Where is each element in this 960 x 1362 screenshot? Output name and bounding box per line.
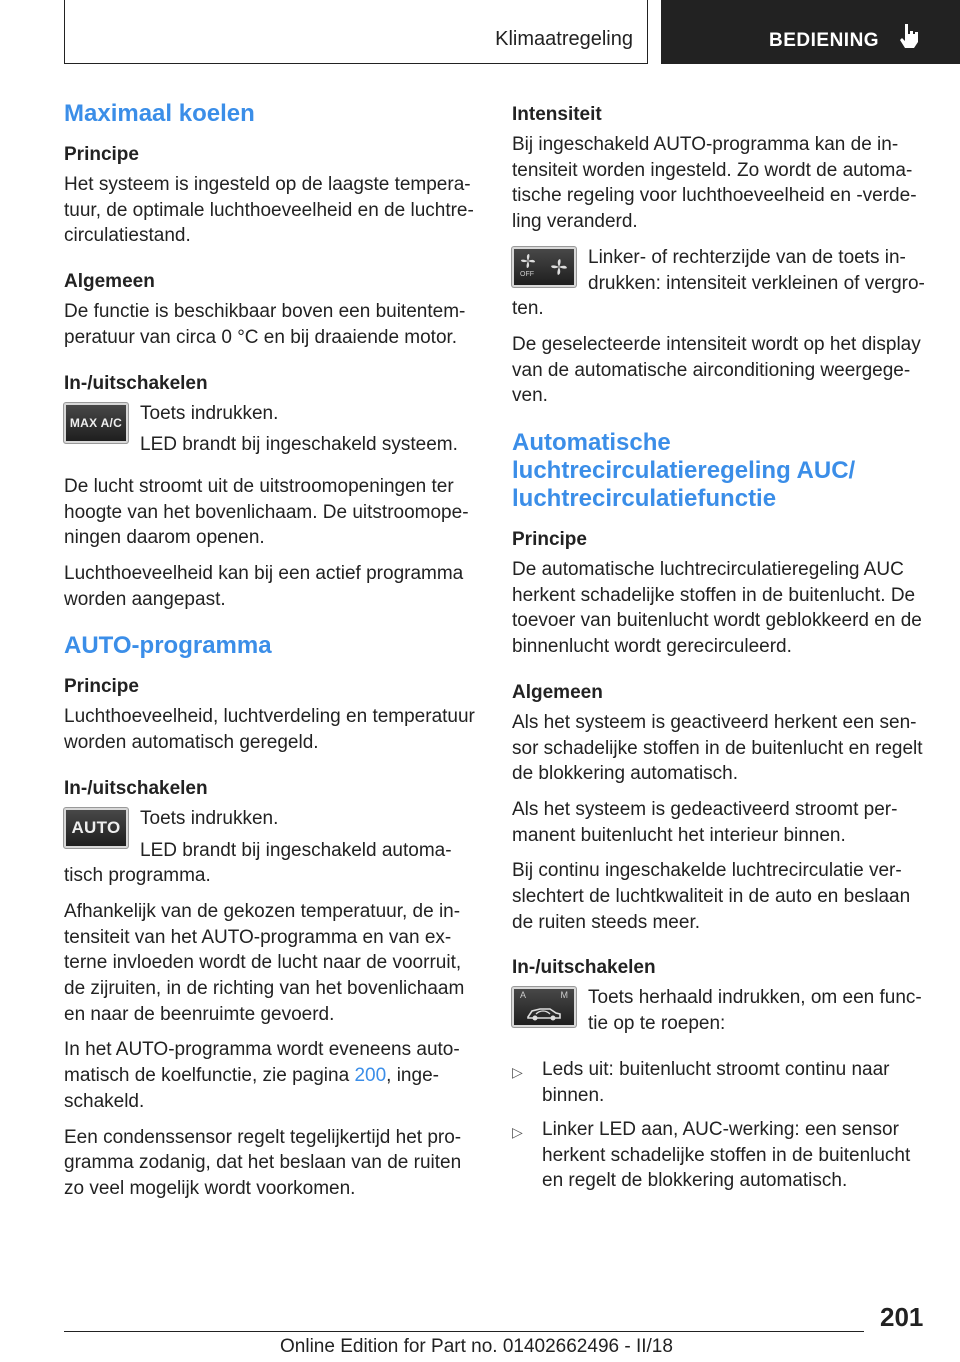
paragraph: Linker- of rechterzijde van de toets in-drukken: intensiteit verkleinen of vergro-ten. <box>512 246 925 320</box>
key-instruction <box>512 245 928 322</box>
chapter-title: Klimaatregeling <box>495 28 633 50</box>
subheading-in-uitschakelen: In-/uitschakelen <box>64 777 208 799</box>
subheading-principe: Principe <box>64 676 139 698</box>
paragraph: LED brandt bij ingeschakeld systeem. <box>140 434 458 456</box>
subheading-in-uitschakelen: In-/uitschakelen <box>64 372 208 394</box>
list-item: ▷ Leds uit: buitenlucht stroomt continu naar binnen. <box>512 1059 890 1107</box>
left-column <box>64 100 484 1212</box>
header-title-box <box>64 0 648 64</box>
paragraph: De functie is beschikbaar boven een buitentem-peratuur van circa 0 °C en bij draaiende motor. <box>64 301 466 348</box>
paragraph: Als het systeem is geactiveerd herkent een sen-sor schadelijke stoffen in de buitenlucht en regelt de blokkering automatisch. <box>512 711 923 785</box>
subheading-in-uitschakelen: In-/uitschakelen <box>512 957 656 979</box>
paragraph: De geselecteerde intensiteit wordt op het display van de automatische airconditioning weergege-ven. <box>512 333 921 407</box>
triangle-bullet-icon: ▷ <box>512 1064 523 1081</box>
fan-icon <box>550 258 568 276</box>
paragraph: De automatische luchtrecirculatieregeling AUC herkent schadelijke stoffen in de buitenlucht. De toevoer van buitenlucht wordt geblokkeerd en de binnenlucht wordt gerecirculeerd. <box>512 559 922 658</box>
page-reference-link[interactable]: 200 <box>354 1065 387 1087</box>
paragraph: Luchthoeveelheid kan bij een actief programma worden aangepast. <box>64 563 464 610</box>
section-heading-maximaal-koelen: Maximaal koelen <box>64 100 255 127</box>
paragraph: Toets herhaald indrukken, om een func-tie op te roepen: <box>588 987 922 1035</box>
paragraph: In het AUTO-programma wordt eveneens auto-matisch de koelfunctie, zie pagina 200, inge-schakeld. <box>64 1039 460 1112</box>
paragraph: LED brandt bij ingeschakeld automa-tisch programma. <box>64 839 452 887</box>
subheading-principe: Principe <box>64 144 139 165</box>
right-column <box>512 102 928 1202</box>
option-list <box>512 1057 928 1194</box>
paragraph: Luchthoeveelheid, luchtverdeling en temperatuur worden automatisch geregeld. <box>64 706 475 754</box>
list-item: ▷ Linker LED aan, AUC-werking: een sensor herkent schadelijke stoffen in de buitenlucht en regelt de blokkering automatisch. <box>512 1118 911 1192</box>
footer-divider <box>64 1331 864 1332</box>
paragraph: Het systeem is ingesteld op de laagste tempera-tuur, de optimale luchthoeveelheid en de luchtre-circulatiestand. <box>64 174 474 247</box>
key-instruction <box>64 806 484 889</box>
key-instruction <box>64 401 484 464</box>
section-heading-auc: Automatische luchtrecirculatieregeling AUC/ luchtrecirculatiefunctie <box>512 429 856 513</box>
fan-intensity-button-image: OFF <box>512 247 576 287</box>
paragraph: Als het systeem is gedeactiveerd stroomt per-manent buitenlucht het interieur binnen. <box>512 798 898 846</box>
triangle-bullet-icon: ▷ <box>512 1123 523 1140</box>
car-recirculation-icon <box>524 1001 564 1023</box>
section-heading-auto-programma: AUTO-programma <box>64 632 272 660</box>
header-section-box <box>661 0 960 64</box>
pointing-hand-icon <box>897 22 921 50</box>
subheading-principe: Principe <box>512 529 587 551</box>
paragraph: De lucht stroomt uit de uitstroomopeningen ter hoogte van het bovenlichaam. De uitstroomope-ningen daarom openen. <box>64 475 469 549</box>
paragraph: Bij ingeschakeld AUTO-programma kan de in-tensiteit worden ingesteld. Zo wordt de automa-tische regeling voor luchthoeveelheid en -verde-ling veranderd. <box>512 134 917 233</box>
max-ac-button-image: MAX A/C <box>64 403 128 443</box>
page-number: 201 <box>880 1302 924 1332</box>
paragraph: Afhankelijk van de gekozen temperatuur, de in-tensiteit van het AUTO-programma en van ex-terne invloeden wordt de lucht naar de voorruit, de zijruiten, in de richting van het bovenlichaam en naar de beenruimte gevoerd. <box>64 900 465 1025</box>
auto-button-image: AUTO <box>64 808 128 848</box>
paragraph: Toets indrukken. <box>140 402 279 424</box>
edition-note: Online Edition for Part no. 01402662496 - II/18 <box>280 1336 673 1357</box>
key-instruction <box>512 985 928 1045</box>
recirculation-button-image: A M <box>512 987 576 1027</box>
paragraph: Bij continu ingeschakelde luchtrecirculatie ver-slechtert de luchtkwaliteit in de auto en beslaan de ruiten steeds meer. <box>512 860 911 933</box>
paragraph: Toets indrukken. <box>140 807 279 829</box>
subheading-intensiteit: Intensiteit <box>512 104 602 125</box>
paragraph: Een condenssensor regelt tegelijkertijd het pro-gramma zodanig, dat het beslaan van de ruiten zo veel mogelijk wordt voorkomen. <box>64 1126 462 1199</box>
subheading-algemeen: Algemeen <box>512 681 603 703</box>
section-title: BEDIENING <box>769 30 880 51</box>
fan-icon <box>520 253 536 269</box>
subheading-algemeen: Algemeen <box>64 271 155 293</box>
